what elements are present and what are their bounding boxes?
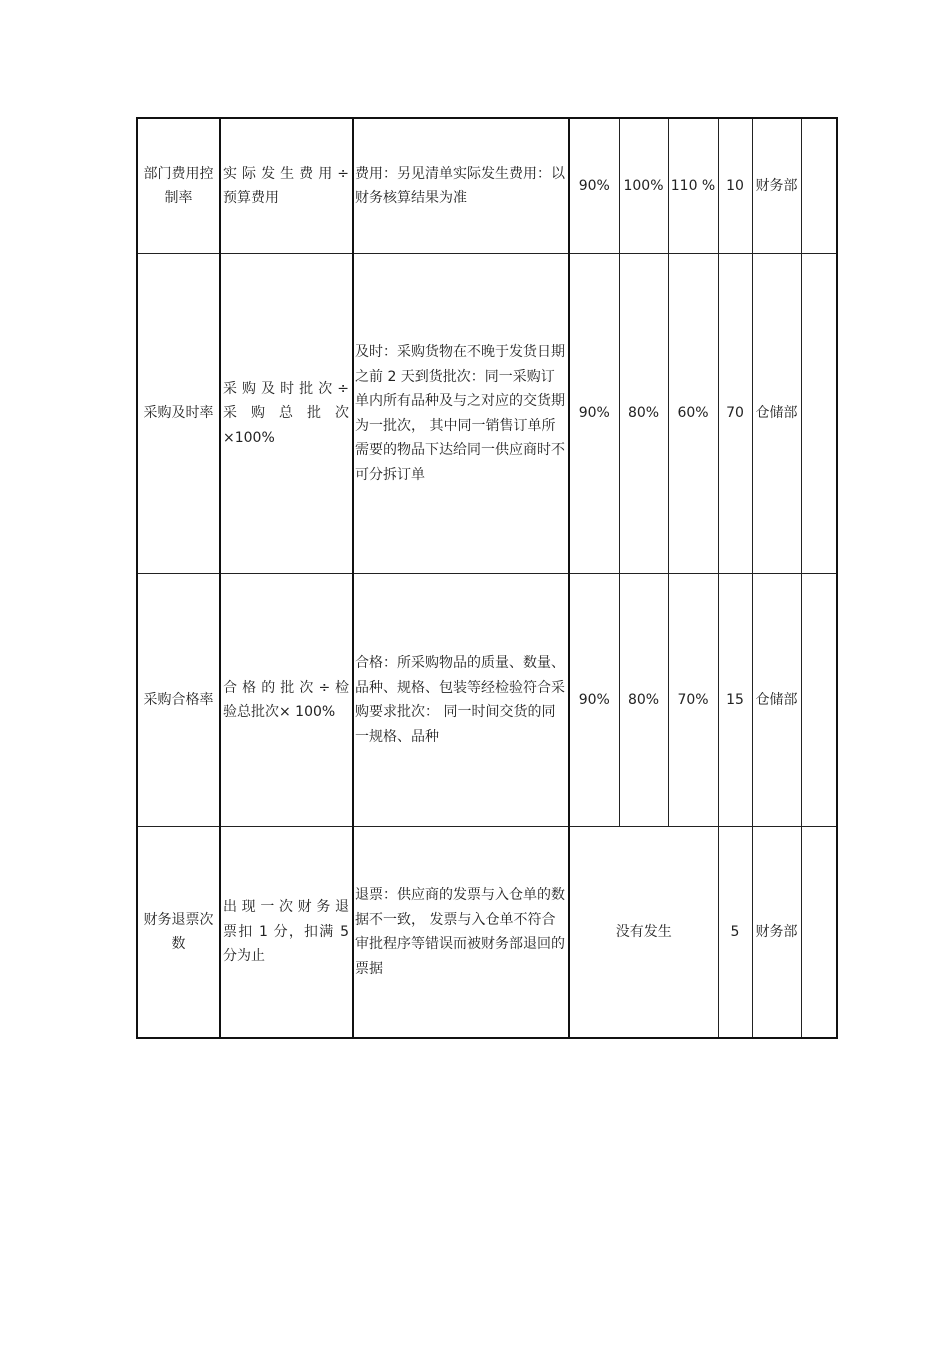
weight-value: 15 bbox=[718, 574, 752, 827]
table-row bbox=[137, 118, 837, 254]
description-text: 费用：另见清单实际发生费用：以财务核算结果为准 bbox=[355, 165, 565, 206]
formula-text: 采 购 及 时 批 次 ÷采 购 总 批 次 ×100% bbox=[223, 380, 349, 446]
description-text: 合格：所采购物品的质量、数量、品种、规格、包装等经检验符合采购要求批次： 同一时间交货的同一规格、品种 bbox=[355, 655, 565, 745]
target-value-3: 60% bbox=[668, 254, 718, 574]
target-value-1: 90% bbox=[569, 574, 619, 827]
indicator-name-cell bbox=[137, 827, 220, 1039]
department-text: 财务部 bbox=[755, 923, 798, 940]
target-value-3: 110 % bbox=[668, 118, 718, 254]
table-row bbox=[137, 574, 837, 827]
indicator-name-cell bbox=[137, 574, 220, 827]
weight-value: 10 bbox=[718, 118, 752, 254]
target-value-2: 80% bbox=[619, 254, 668, 574]
indicator-name: 采购及时率 bbox=[143, 405, 214, 422]
weight-value: 70 bbox=[718, 254, 752, 574]
description-cell bbox=[353, 827, 569, 1039]
formula-cell bbox=[220, 827, 353, 1039]
blank-cell bbox=[801, 118, 837, 254]
merged-target-cell: 没有发生 bbox=[569, 827, 718, 1039]
indicator-name: 财务退票次数 bbox=[143, 911, 214, 952]
target-value-3: 70% bbox=[668, 574, 718, 827]
department-cell bbox=[752, 118, 801, 254]
indicator-name-cell bbox=[137, 254, 220, 574]
department-cell bbox=[752, 827, 801, 1039]
formula-cell bbox=[220, 118, 353, 254]
description-text: 及时：采购货物在不晚于发货日期之前 2 天到货批次：同一采购订单内所有品种及与之对应的交货期为一批次， 其中同一销售订单所需要的物品下达给同一供应商时不可分拆订单 bbox=[355, 344, 565, 483]
target-value-1: 90% bbox=[569, 118, 619, 254]
description-text: 退票：供应商的发票与入仓单的数据不一致， 发票与入仓单不符合审批程序等错误而被财务部退回的票据 bbox=[355, 887, 565, 977]
blank-cell bbox=[801, 254, 837, 574]
formula-cell bbox=[220, 254, 353, 574]
formula-text: 实 际 发 生 费 用 ÷预算费用 bbox=[223, 165, 349, 206]
description-cell bbox=[353, 574, 569, 827]
formula-cell bbox=[220, 574, 353, 827]
description-cell bbox=[353, 254, 569, 574]
description-cell bbox=[353, 118, 569, 254]
target-value-1: 90% bbox=[569, 254, 619, 574]
department-text: 仓储部 bbox=[755, 691, 798, 708]
weight-value: 5 bbox=[718, 827, 752, 1039]
target-value-2: 80% bbox=[619, 574, 668, 827]
formula-text: 出 现 一 次 财 务 退票扣 1 分，扣满 5分为止 bbox=[223, 899, 349, 965]
indicator-name: 采购合格率 bbox=[143, 691, 214, 708]
department-text: 财务部 bbox=[755, 177, 798, 194]
blank-cell bbox=[801, 827, 837, 1039]
department-cell bbox=[752, 574, 801, 827]
department-cell bbox=[752, 254, 801, 574]
blank-cell bbox=[801, 574, 837, 827]
indicator-name-cell bbox=[137, 118, 220, 254]
kpi-table bbox=[136, 117, 838, 1039]
indicator-name: 部门费用控制率 bbox=[143, 165, 214, 206]
table-row bbox=[137, 827, 837, 1039]
table-row bbox=[137, 254, 837, 574]
formula-text: 合 格 的 批 次 ÷ 检验总批次× 100% bbox=[223, 679, 349, 720]
target-value-2: 100% bbox=[619, 118, 668, 254]
department-text: 仓储部 bbox=[755, 405, 798, 422]
